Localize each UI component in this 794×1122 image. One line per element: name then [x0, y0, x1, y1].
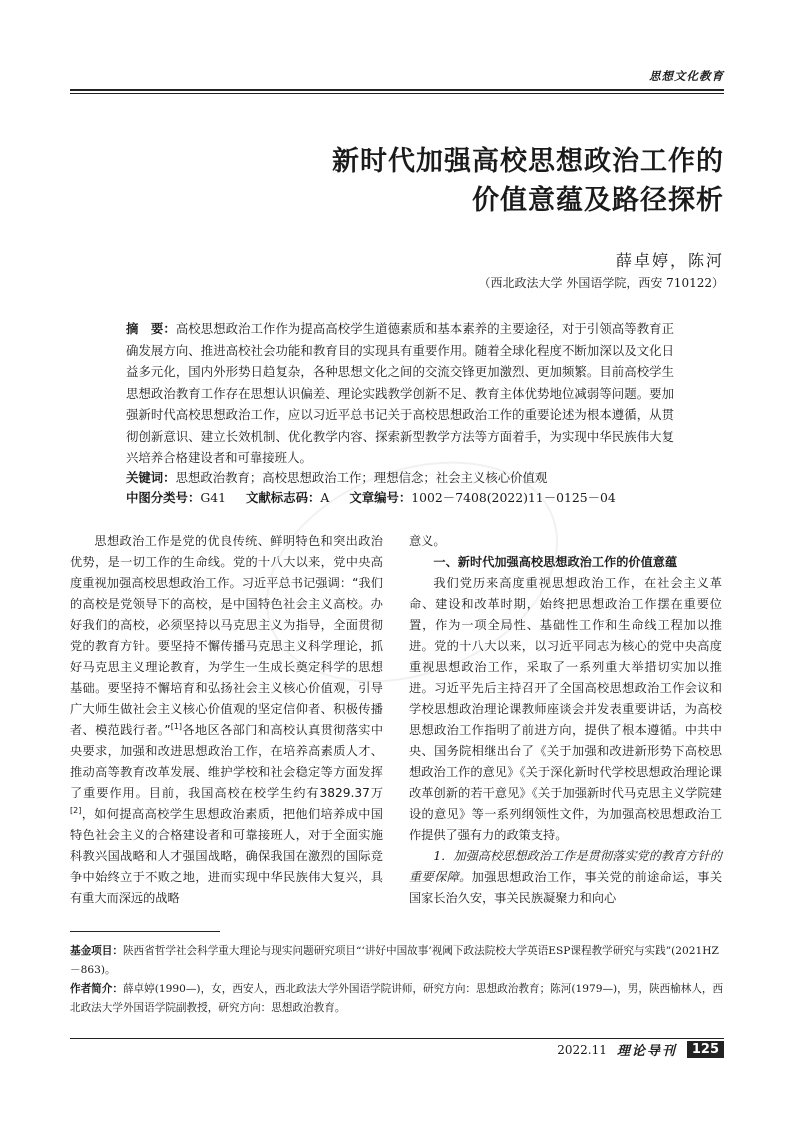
left-text-2: 各地区各部门和高校认真贯彻落实中央要求，加强和改进思想政治工作，在培养高素质人才、推动高等教育改革发展、维护学校和社会稳定等方面发挥了重要作用。目前，我国高校在校学生约有3829.37万 — [70, 723, 384, 800]
article-title — [332, 142, 724, 220]
subsection-heading-1: 1．加强高校思想政治工作是贯彻落实党的教育方针的重要保障。 — [409, 849, 722, 884]
left-text-3: ，如何提高高校学生思想政治素质，把他们培养成中国特色社会主义的合格建设者和可靠接班人，对于全面实施科教兴国战略和人才强国战略，确保我国在激烈的国际竞争中始终立于不败之地，进而实现中华民族伟大复兴，具有重大而深远的战略 — [70, 807, 383, 905]
abstract-text: 高校思想政治工作作为提高高校学生道德素质和基本素养的主要途径，对于引领高等教育正确发展方向、推进高校社会功能和教育目的实现具有重要作用。随着全球化程度不断加深以及文化日益多元化，国内外形势日趋复杂，各种思想文化之间的交流交锋更加激烈、更加频繁。目前高校学生思想政治教育工作存在思想认识偏差、理论实践教学创新不足、教育主体优势地位减弱等问题。要加强新时代高校思想政治工作，应以习近平总书记关于高校思想政治工作的重要论述为根本遵循，从贯彻创新意识、建立长效机制、优化教学内容、探索新型教学方法等方面着手，为实现中华民族伟大复兴培养合格建设者和可靠接班人。 — [126, 321, 675, 465]
abstract-label: 摘 要： — [126, 321, 176, 336]
fund-text: 陕西省哲学社会科学重大理论与现实问题研究项目“‘讲好中国故事’视阈下政法院校大学英语ESP课程教学研究与实践”(2021HZ－863)。 — [70, 945, 719, 976]
right-continuation: 意义。 — [409, 534, 446, 548]
keywords-label: 关键词： — [126, 470, 176, 485]
left-text-1: 思想政治工作是党的优良传统、鲜明特色和突出政治优势，是一切工作的生命线。党的十八大以来，党中央高度重视加强高校思想政治工作。习近平总书记强调：“我们的高校是党领导下的高校，是中国特色社会主义高校。办好我们的高校，必须坚持以马克思主义为指导，全面贯彻党的教育方针。要坚持不懈传播马克思主义科学理论，抓好马克思主义理论教育，为学生一生成长奠定科学的思想基础。要坚持不懈培育和弘扬社会主义核心价值观，引导广大师生做社会主义核心价值观的坚定信仰者、积极传播者、模范践行者。” — [70, 534, 383, 737]
clc-label: 中图分类号： — [126, 490, 201, 505]
body-right-column — [409, 531, 722, 909]
journal-section-label: 思想文化教育 — [649, 69, 724, 83]
section-heading-1: 一、新时代加强高校思想政治工作的价值意蕴 — [433, 555, 678, 569]
left-paragraph — [70, 531, 383, 909]
right-paragraph-2 — [409, 846, 722, 909]
page-footer — [557, 1040, 724, 1059]
citation-1: [1] — [170, 721, 183, 731]
abstract — [126, 318, 674, 469]
clc-value: G41 — [200, 490, 227, 505]
title-line-2: 价值意蕴及路径探析 — [472, 185, 724, 216]
footer-rule — [70, 1038, 724, 1039]
right-text-2: 加强思想政治工作，事关党的前途命运，事关国家长治久安，事关民族凝聚力和向心 — [409, 870, 723, 905]
doc-code-value: A — [320, 490, 330, 505]
citation-2: [2] — [70, 805, 82, 815]
footnote-fund — [70, 942, 724, 980]
keywords — [126, 468, 686, 488]
footnote-rule — [70, 931, 220, 932]
page-number: 125 — [687, 1041, 724, 1058]
body-left-column — [70, 531, 383, 909]
doc-code-label: 文献标志码： — [246, 490, 321, 505]
title-line-1: 新时代加强高校思想政治工作的 — [332, 146, 724, 177]
article-no-label: 文章编号： — [349, 490, 412, 505]
authors: 薛卓婷，陈河 — [615, 251, 724, 270]
article-no-value: 1002－7408(2022)11－0125－04 — [411, 490, 616, 505]
author-bio-label: 作者简介： — [70, 983, 123, 995]
header-rule — [70, 89, 724, 94]
right-paragraph-1: 我们党历来高度重视思想政治工作，在社会主义革命、建设和改革时期，始终把思想政治工作摆在重要位置，作为一项全局性、基础性工作和生命线工程加以推进。党的十八大以来，以习近平同志为核心的党中央高度重视思想政治工作，采取了一系列重大举措切实加以推进。习近平先后主持召开了全国高校思想政治工作会议和学校思想政治理论课教师座谈会并发表重要讲话，为高校思想政治工作指明了前进方向，提供了根本遵循。中共中央、国务院相继出台了《关于加强和改进新形势下高校思想政治工作的意见》《关于深化新时代学校思想政治理论课改革创新的若干意见》《关于加强新时代马克思主义学院建设的意见》等一系列纲领性文件，为加强高校思想政治工作提供了强有力的政策支持。 — [409, 576, 722, 842]
author-bio-text: 薛卓婷(1990—)，女，西安人，西北政法大学外国语学院讲师，研究方向：思想政治教育；陈河(1979—)，男，陕西榆林人，西北政法大学外国语学院副教授，研究方向：思想政治教育。 — [70, 983, 724, 1014]
affiliation: （西北政法大学 外国语学院，西安 710122） — [478, 276, 724, 290]
fund-label: 基金项目： — [70, 945, 123, 957]
classification-line — [126, 488, 686, 508]
issue-date: 2022.11 — [557, 1042, 607, 1057]
footnote-author — [70, 980, 724, 1018]
keywords-text: 思想政治教育；高校思想政治工作；理想信念；社会主义核心价值观 — [175, 470, 548, 485]
journal-name: 理论导刊 — [616, 1044, 677, 1059]
